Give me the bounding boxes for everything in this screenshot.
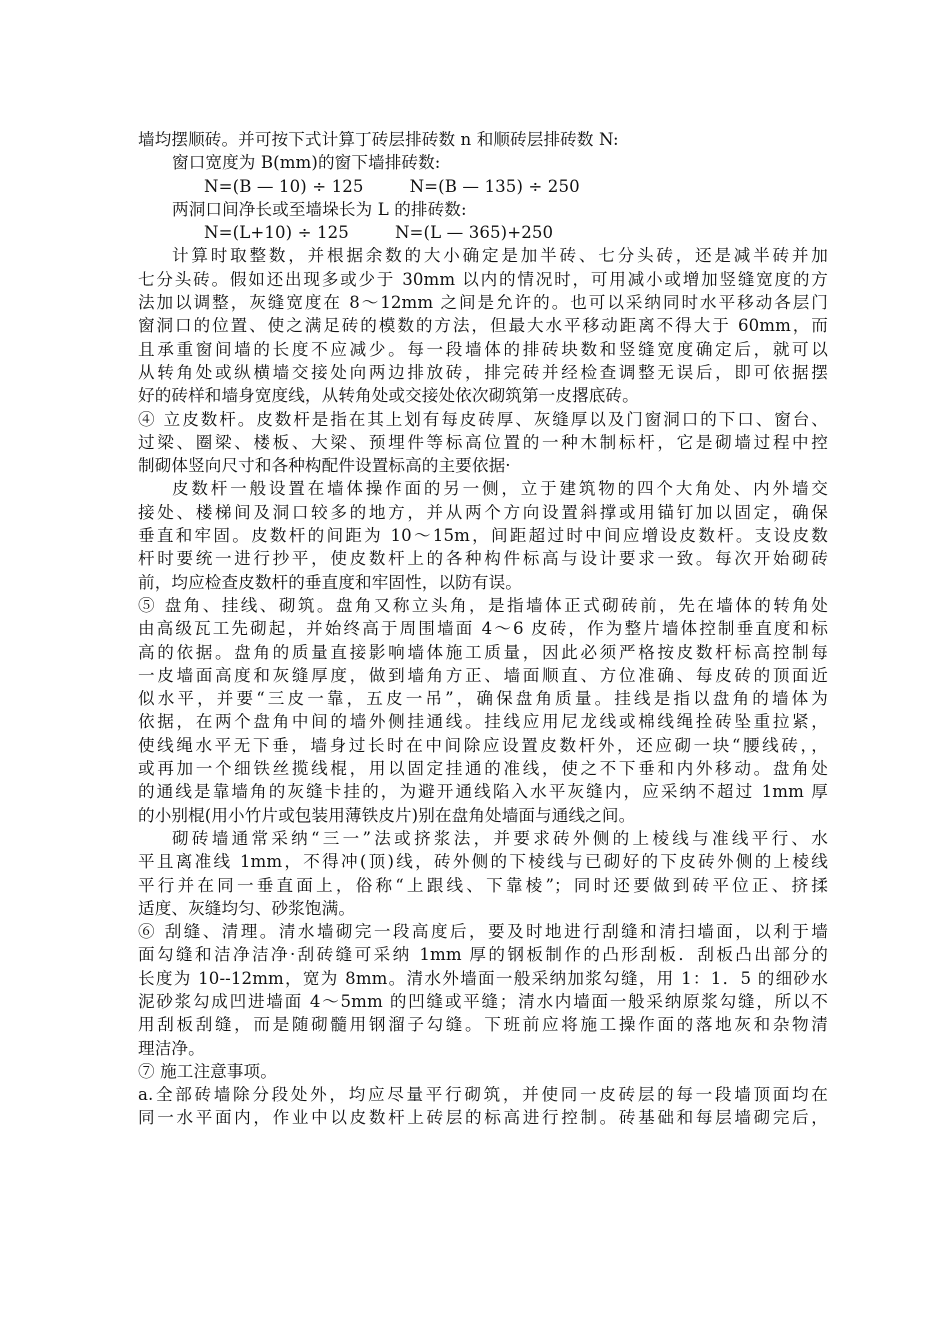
text-line: 前，均应检查皮数杆的垂直度和牢固性，以防有误。 — [138, 572, 522, 592]
text-line: 且承重窗间墙的长度不应减少。每一段墙体的排砖块数和竖缝宽度确定后，就可以 — [138, 339, 828, 359]
text-line: 平行并在同一垂直面上，俗称“上跟线、下靠棱”；同时还要做到砖平位正、挤揉 — [138, 875, 828, 895]
text-line: 理洁净。 — [138, 1038, 205, 1058]
text-line: 长度为 10--12mm，宽为 8mm。清水外墙面一般采纳加浆勾缝，用 1：1．5 的细砂水 — [138, 968, 828, 988]
text-line: 高的依据。盘角的质量直接影响墙体施工质量，因此必须严格按皮数杆标高控制每 — [138, 642, 828, 662]
text-line: 或再加一个细铁丝揽线棍，用以固定挂通的准线，使之不下垂和内外移动。盘角处 — [138, 759, 828, 779]
text-line: 的通线是靠墙角的灰缝卡挂的，为避开通线陷入水平灰缝内，应采纳不超过 1mm 厚 — [138, 782, 828, 802]
text-line: 过梁、圈梁、楼板、大梁、预埋件等标高位置的一种木制标杆，它是砌墙过程中控 — [138, 432, 828, 452]
text-line: 窗洞口的位置、使之满足砖的模数的方法，但最大水平移动距离不得大于 60mm，而 — [138, 316, 828, 336]
text-line: 由高级瓦工先砌起，并始终高于周围墙面 4～6 皮砖，作为整片墙体控制垂直度和标 — [138, 619, 828, 639]
text-line: 接处、楼梯间及洞口较多的地方，并从两个方向设置斜撑或用锚钉加以固定，确保 — [138, 502, 828, 522]
text-line: 好的砖样和墙身宽度线，从转角处或交接处依次砌筑第一皮撂底砖。 — [138, 386, 639, 406]
text-line: ⑤ 盘角、挂线、砌筑。盘角又称立头角，是指墙体正式砌砖前，先在墙体的转角处 — [138, 595, 828, 615]
text-line: 墙均摆顺砖。并可按下式计算丁砖层排砖数 n 和顺砖层排砖数 N: — [138, 130, 619, 149]
text-line: 同一水平面内，作业中以皮数杆上砖层的标高进行控制。砖基础和每层墙砌完后， — [138, 1108, 828, 1128]
text-line: 一皮墙面高度和灰缝厚度，做到墙角方正、墙面顺直、方位准确、每皮砖的顶面近 — [138, 665, 828, 685]
text-line: ⑥ 刮缝、清理。清水墙砌完一段高度后，要及时地进行刮缝和清扫墙面，以利于墙 — [138, 922, 828, 942]
text-line: 从转角处或纵横墙交接处向两边排放砖，排完砖并经检查调整无误后，即可依据摆 — [138, 362, 828, 382]
text-line: 七分头砖。假如还出现多或少于 30mm 以内的情况时，可用减小或增加竖缝宽度的方 — [138, 269, 828, 289]
formula: N=(L — 365)+250 — [394, 223, 554, 243]
formula: N=(B — 135) ÷ 250 — [409, 176, 580, 196]
formula-line — [138, 175, 828, 198]
text-line: 制砌体竖向尺寸和各种构配件设置标高的主要依据· — [138, 456, 511, 476]
text-line: ⑦ 施工注意事项。 — [138, 1061, 277, 1081]
text-line: 窗口宽度为 B(mm)的窗下墙排砖数: — [172, 153, 441, 173]
text-line: 适度、灰缝均匀、砂浆饱满。 — [138, 898, 356, 918]
text-line: 的小别棍(用小竹片或包装用薄铁皮片)别在盘角处墙面与通线之间。 — [138, 805, 636, 825]
text-line: 法加以调整，灰缝宽度在 8～12mm 之间是允许的。也可以采纳同时水平移动各层门 — [138, 293, 828, 313]
text-line: ④ 立皮数杆。皮数杆是指在其上划有每皮砖厚、灰缝厚以及门窗洞口的下口、窗台、 — [138, 409, 828, 429]
text-line: 泥砂浆勾成凹进墙面 4～5mm 的凹缝或平缝；清水内墙面一般采纳原浆勾缝，所以不 — [138, 991, 828, 1011]
text-line: 两洞口间净长或至墙垛长为 L 的排砖数: — [172, 199, 467, 219]
text-line: 计算时取整数，并根据余数的大小确定是加半砖、七分头砖，还是减半砖并加 — [172, 246, 828, 266]
text-line: 依据，在两个盘角中间的墙外侧挂通线。挂线应用尼龙线或棉线绳拴砖坠重拉紧， — [138, 712, 828, 732]
text-line: 垂直和牢固。皮数杆的间距为 10～15m，间距超过时中间应增设皮数杆。支设皮数 — [138, 526, 828, 546]
formula-line — [138, 221, 828, 244]
text-line: 皮数杆一般设置在墙体操作面的另一侧，立于建筑物的四个大角处、内外墙交 — [172, 479, 828, 499]
text-line: 面勾缝和洁净洁净·刮砖缝可采纳 1mm 厚的钢板制作的凸形刮板．刮板凸出部分的 — [138, 945, 828, 965]
text-line: 使线绳水平无下垂，墙身过长时在中间除应设置皮数杆外，还应砌一块“腰线砖，， — [138, 735, 828, 755]
document-body — [138, 128, 828, 1130]
text-line: 平且离准线 1mm，不得冲(顶)线，砖外侧的下棱线与已砌好的下皮砖外侧的上棱线 — [138, 852, 828, 872]
text-line: 砌砖墙通常采纳“三一”法或挤浆法，并要求砖外侧的上棱线与准线平行、水 — [172, 828, 828, 848]
formula: N=(L+10) ÷ 125 — [204, 223, 349, 243]
text-line: 杆时要统一进行抄平，使皮数杆上的各种构件标高与设计要求一致。每次开始砌砖 — [138, 549, 828, 569]
text-line: a.全部砖墙除分段处外，均应尽量平行砌筑，并使同一皮砖层的每一段墙顶面均在 — [138, 1085, 828, 1105]
text-line: 似水平，并要“三皮一靠，五皮一吊”，确保盘角质量。挂线是指以盘角的墙体为 — [138, 689, 828, 709]
text-line: 用刮板刮缝，而是随砌髓用钢溜子勾缝。下班前应将施工操作面的落地灰和杂物清 — [138, 1015, 828, 1035]
formula: N=(B — 10) ÷ 125 — [204, 176, 364, 196]
